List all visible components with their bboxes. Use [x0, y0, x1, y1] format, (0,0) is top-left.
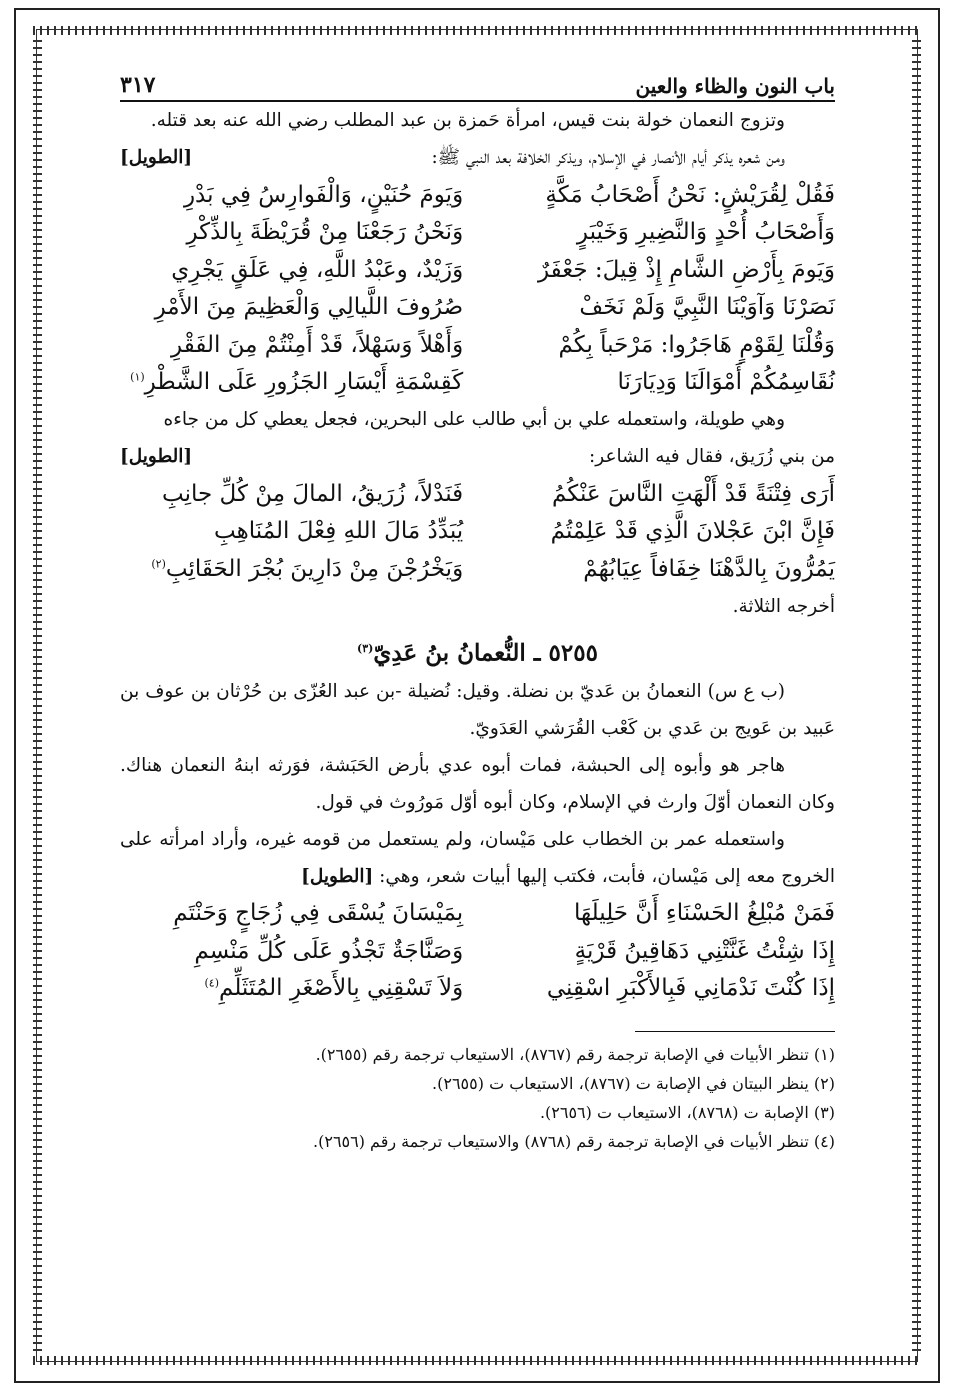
- first-hemistich: يَمُرُّونَ بِالدَّهْنَا خِفَافاً عِيَابُهُمْ: [583, 555, 835, 582]
- verse: [120, 364, 835, 402]
- verse: [120, 214, 835, 252]
- second-hemistich: وَأَهْلاً وَسَهْلاً، قَدْ أَمِنْتُمْ مِنَ الفَقْرِ: [171, 331, 464, 358]
- first-hemistich: فَمَنْ مُبْلِغُ الحَسْنَاءِ أَنَّ حَلِيلَهَا: [574, 900, 835, 927]
- entry-number: ٥٢٥٥: [548, 639, 598, 667]
- verse: [120, 176, 835, 214]
- hemistich-text: وَلاَ تَسْقِنِي بِالأَصْغَرِ المُتَثَلِّمِ: [219, 975, 464, 1002]
- chapter-title: باب النون والظاء والعين: [635, 74, 835, 98]
- second-hemistich: [120, 369, 463, 395]
- second-hemistich: بِمَيْسَانَ يُسْقَى فِي زُجَاجٍ وَحَنْتَمِ: [173, 900, 464, 927]
- footnote-ref: (٢): [151, 557, 166, 571]
- poem-maysan: [120, 895, 835, 1008]
- verse: [120, 326, 835, 364]
- first-hemistich: فَقُلْ لِقُرَيْشٍ: نَحْنُ أَصْحَابُ مَكَّةٍ: [545, 181, 835, 208]
- verse: [120, 513, 835, 551]
- footnote: (٤) تنظر الأبيات في الإصابة ترجمة رقم (٨٧٦٨) والاستيعاب ترجمة رقم (٢٦٥٦).: [313, 1132, 835, 1151]
- meter-label: [الطويل]: [120, 147, 193, 168]
- zuraiq-text: من بني زُرَيق، فقال فيه الشاعر:: [589, 446, 835, 467]
- footnote: (١) تنظر الأبيات في الإصابة ترجمة رقم (٨٧٦٧)، الاستيعاب ترجمة رقم (٢٦٥٥).: [315, 1045, 835, 1064]
- paragraph-marriage: وتزوج النعمان خولة بنت قيس، امرأة حَمزة بن عبد المطلب رضي الله عنه بعد قتله.: [150, 110, 785, 131]
- page-number: ٣١٧: [120, 72, 156, 98]
- book-page: [120, 58, 835, 1156]
- hemistich-text: كَقِسْمَةِ أَيْسَارِ الجَزُورِ عَلَى الشَّطْرِ: [144, 369, 464, 396]
- second-hemistich: [120, 556, 463, 582]
- meter-label: [الطويل]: [301, 865, 374, 887]
- first-hemistich: أَرَى فِتْنَةً قَدْ أَلْهَتِ النَّاسَ عَنْكُمُ: [551, 480, 835, 507]
- maysan-text: واستعمله عمر بن الخطاب على مَيْسان، ولم يستعمل من قومه غيره، وأراد امرأته على الخروج معه إلى مَيْسان، فأبت، فكتب إليها أبيات شعر، وهي:: [120, 828, 835, 887]
- second-hemistich: [120, 975, 463, 1001]
- running-header: [120, 58, 835, 102]
- footnote: (٣) الإصابة ت (٨٧٦٨)، الاستيعاب ت (٢٦٥٦).: [539, 1103, 835, 1122]
- entry-heading: [120, 625, 835, 673]
- verse: [120, 251, 835, 289]
- first-hemistich: نَصَرْنَا وَآوَيْنَا النَّبِيَّ وَلَمْ نَخَفْ: [579, 294, 835, 321]
- footnote-ref: (٤): [204, 976, 220, 990]
- entry-name: النُّعمانُ بنُ عَدِيّ: [373, 639, 526, 667]
- first-hemistich: نُقَاسِمُكُمْ أَمْوَالَنَا وَدِيَارَنَا: [617, 369, 835, 396]
- paragraph-zuraiq: [120, 438, 835, 475]
- verse: [120, 895, 835, 933]
- paragraph-bahrain: وهي طويلة، واستعمله علي بن أبي طالب على البحرين، فجعل يعطي كل من جاءه: [163, 409, 785, 430]
- second-hemistich: وَيَومَ حُنَيْنٍ، وَالْفَوارِسُ فِي بَدْرِ: [183, 181, 464, 208]
- paragraph-poem-intro: [120, 139, 835, 176]
- second-hemistich: وَصَنَّاجَةٌ تَجْذُو عَلَى كُلِّ مَنْسِمِ: [194, 937, 464, 964]
- hemistich-text: وَيَخْرُجْنَ مِنْ دَارِينَ بُجْرَ الحَقَائِبِ: [165, 555, 464, 582]
- second-hemistich: صُرُوفَ اللَّيالِي وَالْعَظِيمَ مِنَ الأَمْرِ: [154, 294, 464, 321]
- footnote-ref: (٣): [357, 641, 374, 655]
- first-hemistich: وَأَصْحَابُ أُحْدٍ وَالنَّضِيرِ وَخَيْبَرٍ: [576, 219, 835, 246]
- verse: [120, 475, 835, 513]
- poem-intro-text: ومن شعره يذكر أيام الأنصار في الإسلام، ويذكر الخلافة بعد النبي ﷺ:: [431, 147, 785, 168]
- second-hemistich: وَزَيْدٌ، وعَبْدُ اللَّهِ، فِي عَلَقٍ يَجْرِي: [171, 256, 464, 283]
- paragraph-maysan: [120, 821, 835, 895]
- first-hemistich: وَقُلْنَا لِقَوْمٍ هَاجَرُوا: مَرْحَباً بِكُمْ: [558, 331, 835, 358]
- verse: [120, 289, 835, 327]
- second-hemistich: يُبَدِّدُ مَالَ اللهِ فِعْلَ المُنَاهِبِ: [214, 518, 464, 545]
- verse: [120, 550, 835, 588]
- paragraph-lineage: (ب ع س) النعمانُ بن عَديّ بن نضلة. وقيل: نُضيلة -بن عبد العُزّى بن حُرْثان بن عوف بن عَبيد بن عَويج بن عَدي بن كَعْب القُرَشي العَدَويّ.: [120, 680, 835, 739]
- poem-zuraiq: [120, 475, 835, 588]
- footnote: (٢) ينظر البيتان في الإصابة ت (٨٧٦٧)، الاستيعاب ت (٢٦٥٥).: [432, 1074, 835, 1093]
- entry-dash: ـ: [533, 639, 541, 667]
- second-hemistich: فَنَدْلاً، زُرَيقُ، المالَ مِنْ كُلِّ جانِبِ: [162, 480, 464, 507]
- first-hemistich: إِذَا شِئْتُ غَنَّتْنِي دَهَاقِينُ قَرْيَةٍ: [574, 937, 835, 964]
- second-hemistich: وَنَحْنُ رَجَعْنَا مِنْ قُرَيْظَةَ بِالذِّكْرِ: [186, 219, 464, 246]
- verse: [120, 970, 835, 1008]
- first-hemistich: فَإِنَّ ابْنَ عَجْلانَ الَّذِي قَدْ عَلِمْتُمُ: [550, 518, 835, 545]
- meter-label: [الطويل]: [120, 446, 193, 467]
- paragraph-source: أخرجه الثلاثة.: [732, 595, 835, 617]
- first-hemistich: وَيَومَ بِأَرْضِ الشَّامِ إِذْ قِيلَ: جَعْفَرٌ: [537, 256, 835, 283]
- footnote-separator: [635, 1031, 835, 1032]
- footnote-ref: (١): [130, 370, 145, 384]
- first-hemistich: إِذَا كُنْتَ نَدْمَانِي فَبِالأَكْبَرِ اسْقِنِي: [546, 975, 835, 1002]
- paragraph-hijra: هاجر هو وأبوه إلى الحبشة، فمات أبوه عدي بأرض الحَبَشة، فوَرثه ابنهُ النعمان هناك. وكان النعمان أوّلَ وارث في الإسلام، وكان أبوه أوّل مَورُوث في قول.: [120, 754, 835, 813]
- poem-ansar: [120, 176, 835, 401]
- verse: [120, 932, 835, 970]
